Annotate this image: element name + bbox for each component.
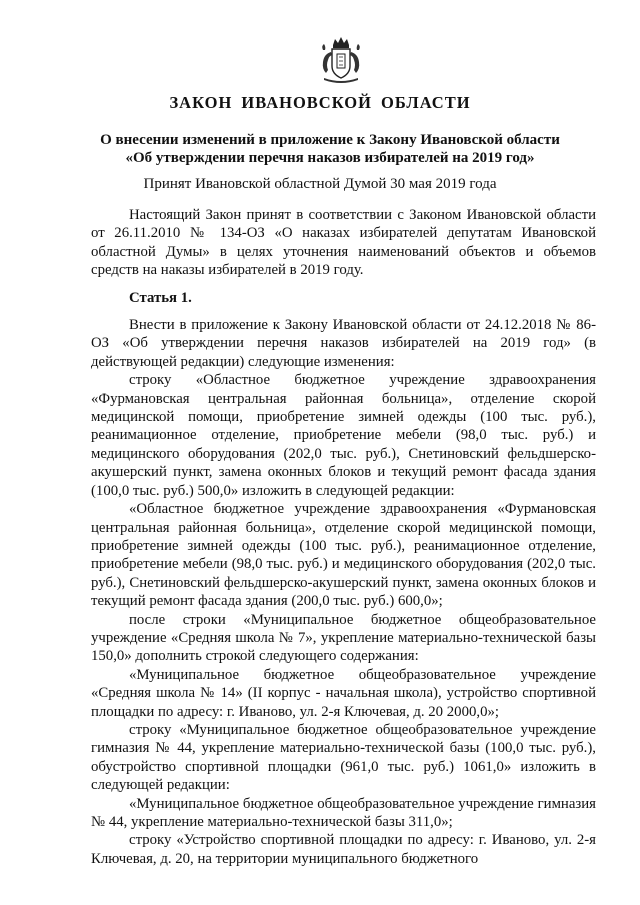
body-paragraph: «Муниципальное бюджетное общеобразовательное учреждение «Средняя школа № 14» (II корпус - начальная школа), устройство спортивной площадки по адресу: г. Иваново, ул. 2-я Ключевая, д. 20 2000,0»; [91,666,596,720]
law-subtitle-line-1: О внесении изменений в приложение к Закону Ивановской области [100,132,560,148]
ivanovo-coat-of-arms-icon [318,36,364,86]
body-paragraph: «Муниципальное бюджетное общеобразовательное учреждение гимназия № 44, укрепление материально-технической базы 311,0»; [91,795,596,830]
law-subtitle-line-2: «Об утверждении перечня наказов избирателей на 2019 год» [125,150,535,166]
body-paragraph: строку «Устройство спортивной площадки по адресу: г. Иваново, ул. 2-я Ключевая, д. 20, на территории муниципального бюджетного [91,832,596,867]
body-paragraph: строку «Областное бюджетное учреждение здравоохранения «Фурмановская центральная районная больница», отделение скорой медицинской помощи, приобретение зимней одежды (100 тыс. руб.), реанимационное отделение, приобретение мебели (98,0 тыс. руб.) и медицинского оборудования (202,0 тыс. руб.), Снетиновский фельдшерско-акушерский пункт, замена оконных блоков и текущий ремонт фасада здания (100,0 тыс. руб.) 500,0» изложить в следующей редакции: [91,372,596,499]
law-title: ЗАКОН ИВАНОВСКОЙ ОБЛАСТИ [169,93,471,112]
body-paragraph: «Областное бюджетное учреждение здравоохранения «Фурмановская центральная районная больница», отделение скорой медицинской помощи, приобретение зимней одежды (100 тыс. руб.), реанимационное отделение, приобретение мебели (98,0 тыс. руб.) и медицинского оборудования (202,0 тыс. руб.), Снетиновский фельдшерско-акушерский пункт, замена оконных блоков и текущий ремонт фасада здания (200,0 тыс. руб.) 600,0»; [91,501,596,610]
body-paragraph: после строки «Муниципальное бюджетное общеобразовательное учреждение «Средняя школа № 7», укрепление материально-технической базы 150,0» дополнить строкой следующего содержания: [91,611,596,665]
preamble-paragraph: Настоящий Закон принят в соответствии с Законом Ивановской области от 26.11.2010 № 134-ОЗ «О наказах избирателей депутатам Ивановской областной Думы» в целях уточнения наименований объектов и объемов средств на наказы избирателей в 2019 году. [91,207,596,279]
law-body [91,206,596,868]
article-heading: Статья 1. [129,289,192,306]
body-paragraph: Внести в приложение к Закону Ивановской области от 24.12.2018 № 86-ОЗ «Об утверждении перечня наказов избирателей на 2019 год» (в действующей редакции) следующие изменения: [91,317,596,370]
adoption-note: Принят Ивановской областной Думой 30 мая 2019 года [143,176,497,192]
body-paragraph: строку «Муниципальное бюджетное общеобразовательное учреждение гимназия № 44, укрепление материально-технической базы (100,0 тыс. руб.), обустройство спортивной площадки (961,0 тыс. руб.) 1061,0» изложить в следующей редакции: [91,721,596,794]
law-subtitle [30,131,630,167]
